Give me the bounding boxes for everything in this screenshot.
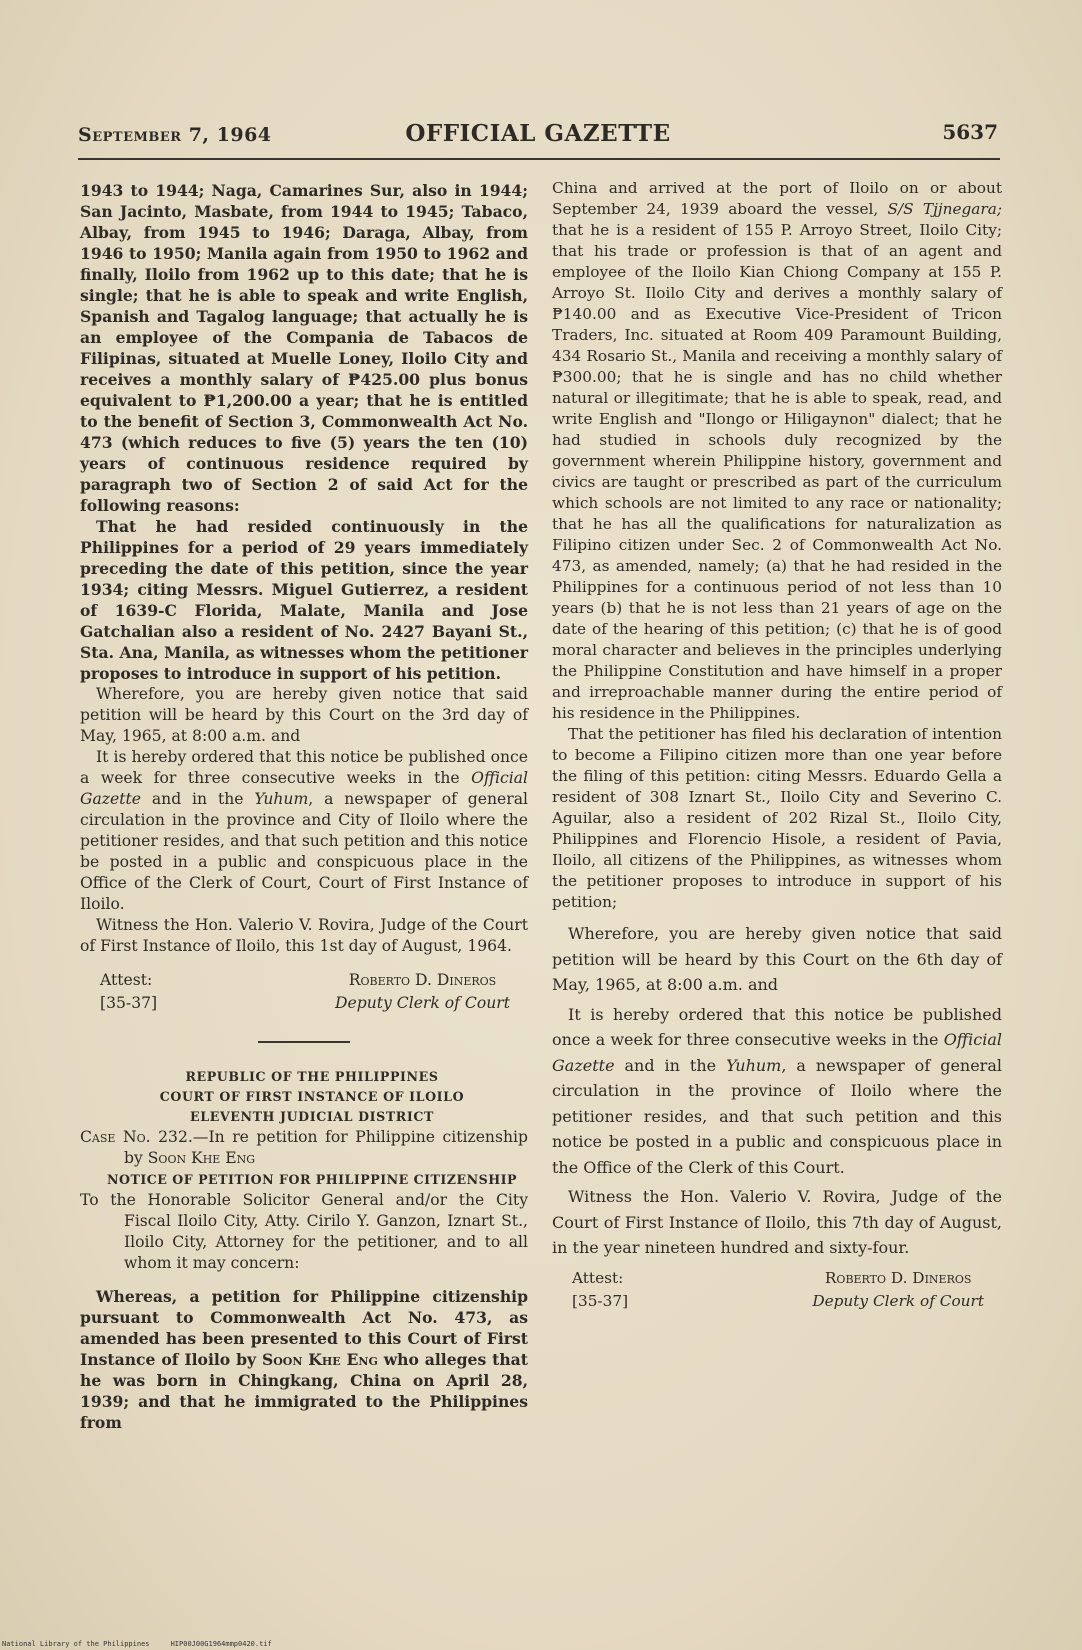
case-petitioner: Soon Khe Eng <box>147 1149 256 1167</box>
left-p6-text-a: Whereas, a petition for Philippine citizenship pursuant to Commonwealth Act No. 473, as amended has been presented to this Court of First Instance of Iloilo by <box>80 1287 528 1369</box>
notice-title: NOTICE OF PETITION FOR PHILIPPINE CITIZENSHIP <box>107 1172 517 1187</box>
right-paragraph-3: Wherefore, you are hereby given notice that said petition will be heard by this Court on the 6th day of May, 1965, at 8:00 a.m. and <box>552 924 1002 994</box>
right-p4-text-a: It is hereby ordered that this notice be published once a week for three consecutive weeks in the <box>552 1004 1002 1049</box>
left-paragraph-5: Witness the Hon. Valerio V. Rovira, Judge of the Court of First Instance of Iloilo, this 1st day of August, 1964. <box>80 916 528 955</box>
scan-footer <box>2 1640 272 1648</box>
left-paragraph-1: 1943 to 1944; Naga, Camarines Sur, also in 1944; San Jacinto, Masbate, from 1944 to 1945; Tabaco, Albay, from 1945 to 1946; Daraga, Albay, from 1946 to 1950; Manila again from 1950 to 1962 and finally, Iloilo from 1962 up to this date; that he is single; that he is able to speak and write English, Spanish and Tagalog language; that actually he is an employee of the Compania de Tabacos de Filipinas, situated at Muelle Loney, Iloilo City and receives a monthly salary of ₱425.00 plus bonus equivalent to ₱1,200.00 a year; that he is entitled to the benefit of Section 3, Commonwealth Act No. 473 (which reduces to five (5) years the ten (10) years of continuous residence required by paragraph two of Section 2 of said Act for the following reasons: <box>80 181 528 515</box>
right-paragraph-5: Witness the Hon. Valerio V. Rovira, Judge of the Court of First Instance of Iloilo, this 7th day of August, in the year nineteen hundred and sixty-four. <box>552 1187 1002 1257</box>
right-bottom-block <box>552 921 1002 1261</box>
left-paragraph-4 <box>80 747 528 915</box>
left-paragraph-2: That he had resided continuously in the Philippines for a period of 29 years immediately preceding the date of this petition, since the year 1934; citing Messrs. Miguel Gutierrez, a resident of 1639-C Florida, Malate, Manila and Jose Gatchalian also a resident of No. 2427 Bayani St., Sta. Ana, Manila, as witnesses whom the petitioner proposes to introduce in support of his petition. <box>80 517 528 683</box>
right-p4-yuhum: Yuhum <box>726 1055 782 1075</box>
header-rule <box>78 158 1000 160</box>
left-attest-label: Attest: <box>100 971 153 989</box>
case-label: Case No. 232. <box>80 1128 193 1146</box>
right-attest-ref: [35-37] <box>572 1291 629 1310</box>
left-column <box>80 180 528 1433</box>
court-heading: COURT OF FIRST INSTANCE OF ILOILO <box>159 1089 465 1104</box>
left-p6-text-b: who alleges that he was born in Chingkang, China on April 28, 1939; and that he immigrated to the Philippines from <box>80 1350 528 1432</box>
footer-library: National Library of the Philippines <box>2 1640 150 1648</box>
left-paragraph-6 <box>80 1286 528 1433</box>
left-p4-gazette: Official Gazette <box>80 769 528 808</box>
footer-file: HIP00J00G1964mmp0420.tif <box>170 1640 272 1648</box>
right-p1-text-b: that he is a resident of 155 P. Arroyo Street, Iloilo City; that his trade or profession is that of an agent and employee of the Iloilo Kian Chiong Company at 155 P. Arroyo St. Iloilo City and derives a monthly salary of ₱140.00 and as Executive Vice-President of Tricon Traders, Inc. situated at Room 409 Paramount Building, 434 Rosario St., Manila and receiving a monthly salary of ₱300.00; that he is single and has no child whether natural or illegitimate; that he is able to speak, read, and write English and "Ilongo or Hiligaynon" dialect; that he had studied in schools duly recognized by the government wherein Philippine history, government and civics are taught or prescribed as part of the curriculum which schools are not limited to any race or nationality; that he has all the qualifications for naturalization as Filipino citizen under Sec. 2 of Commonwealth Act No. 473, as amended, namely; (a) that he had resided in the Philippines for a continuous period of not less than 10 years (b) that he is not less than 21 years of age on the date of the hearing of this petition; (c) that he is of good moral character and believes in the principles underlying the Philippine Constitution and have himself in a proper and irreproachable manner during the entire period of his residence in the Philippines. <box>552 221 1002 722</box>
left-paragraph-3: Wherefore, you are hereby given notice that said petition will be heard by this Court on the 3rd day of May, 1965, at 8:00 a.m. and <box>80 685 528 745</box>
left-p4-text-a: It is hereby ordered that this notice be published once a week for three consecutive weeks in the <box>80 748 528 787</box>
right-p4-text-b: and in the <box>614 1055 727 1075</box>
right-p1-text-a: China and arrived at the port of Iloilo on or about September 24, 1939 aboard the vessel, <box>552 179 1002 218</box>
left-p4-text-c: , a newspaper of general circulation in the province and City of Iloilo where the petitioner resides, and that such petition and this notice be posted in a public and conspicuous place in the Office of the Clerk of Court, Court of First Instance of Iloilo. <box>80 790 529 913</box>
header-date: September 7, 1964 <box>78 124 272 146</box>
left-attest-block <box>80 969 528 1015</box>
case-caption <box>80 1127 528 1169</box>
addressee-paragraph: To the Honorable Solicitor General and/or the City Fiscal Iloilo City, Atty. Cirilo Y. Ganzon, Iznart St., Iloilo City, Attorney for the petitioner, and to all whom it may concern: <box>80 1191 528 1272</box>
case-text: —In re petition for Philippine citizenship by <box>124 1128 528 1167</box>
republic-heading: REPUBLIC OF THE PHILIPPINES <box>185 1069 439 1084</box>
right-attest-block <box>552 1267 1002 1313</box>
left-p4-yuhum: Yuhum <box>254 790 309 808</box>
right-p4-gazette: Official Gazette <box>552 1030 1002 1075</box>
right-paragraph-2: That the petitioner has filed his declaration of intention to become a Filipino citizen more than one year before the filing of this petition: citing Messrs. Eduardo Gella a resident of 308 Iznart St., Iloilo City and Severino C. Aguilar, also a resident of 202 Rizal St., Iloilo City, Philippines and Florencio Hisole, a resident of Pavia, Iloilo, all citizens of the Philippines, as witnesses whom the petitioner proposes to introduce in support of his petition; <box>552 725 1002 911</box>
right-paragraph-4 <box>552 1002 1002 1181</box>
right-signer-name: Roberto D. Dineros <box>824 1268 972 1287</box>
right-column <box>552 178 1002 1313</box>
right-signer-title: Deputy Clerk of Court <box>812 1291 984 1310</box>
left-signer-title: Deputy Clerk of Court <box>335 994 510 1012</box>
header-title: OFFICIAL GAZETTE <box>405 120 671 147</box>
left-p6-name: Soon Khe Eng <box>261 1350 378 1369</box>
right-p4-text-c: , a newspaper of general circulation in the province of Iloilo where the petitioner resides, and that such petition and this notice be posted in a public and conspicuous place in the Office of the Clerk of this Court. <box>552 1055 1002 1177</box>
district-heading: ELEVENTH JUDICIAL DISTRICT <box>190 1109 434 1124</box>
right-p1-vessel: S/S Tjjnegara; <box>887 200 1002 218</box>
page-header <box>78 118 998 152</box>
header-page-number: 5637 <box>942 120 998 144</box>
right-attest-label: Attest: <box>572 1268 624 1287</box>
left-p4-text-b: and in the <box>140 790 255 808</box>
right-paragraph-1 <box>552 178 1002 724</box>
left-signer-name: Roberto D. Dineros <box>348 971 497 989</box>
left-attest-ref: [35-37] <box>100 994 158 1012</box>
section-divider <box>258 1041 350 1043</box>
